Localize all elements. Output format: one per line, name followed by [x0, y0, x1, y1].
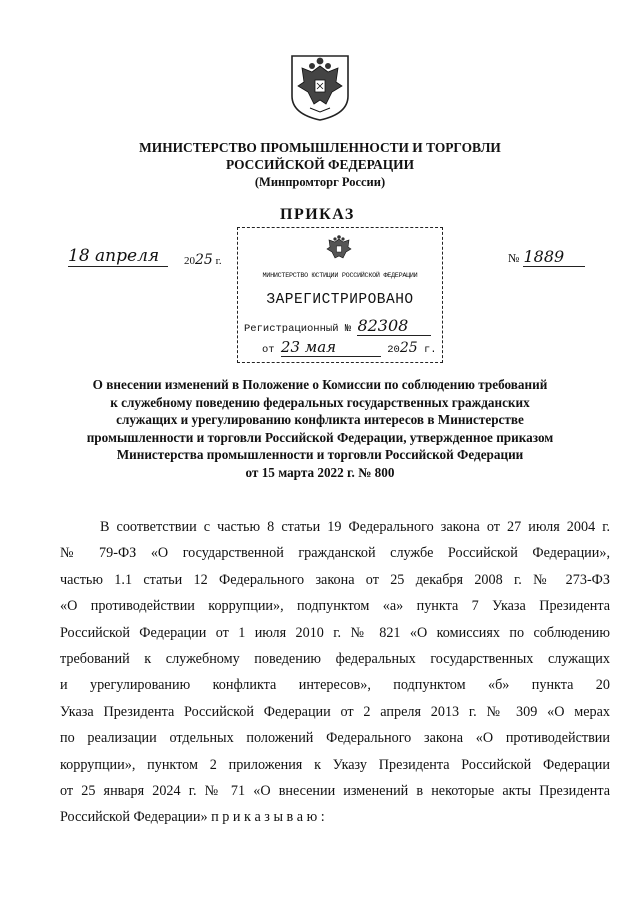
- order-title: ПРИКАЗ: [280, 206, 355, 223]
- order-year-prefix: 20: [184, 255, 195, 267]
- stamp-emblem-icon: [324, 234, 354, 266]
- heading-line: от 15 марта 2022 г. № 800: [245, 464, 395, 480]
- heading-line: промышленности и торговли Российской Федерации, утвержденное приказом: [86, 429, 554, 445]
- body-line: от 25 января 2024 г. № 71 «О внесении изменений в некоторые акты Президента: [60, 783, 610, 800]
- order-number: [508, 247, 585, 267]
- heading-line: Министерства промышленности и торговли Российской Федерации: [116, 447, 524, 463]
- body-line: требований к служебному поведению федеральных государственных служащих: [60, 651, 610, 668]
- ministry-name-line2: РОССИЙСКОЙ ФЕДЕРАЦИИ: [225, 157, 415, 172]
- order-year: [184, 252, 222, 268]
- body-line: коррупции», пунктом 2 приложения к Указу Президента Российской Федерации: [60, 756, 610, 773]
- body-line: Указа Президента Российской Федерации от 2 апреля 2013 г. № 309 «О мерах: [60, 703, 610, 720]
- heading-line: О внесении изменений в Положение о Комиссии по соблюдению требований: [92, 377, 548, 392]
- body-line: № 79-ФЗ «О государственной гражданской службе Российской Федерации»,: [60, 545, 610, 562]
- stamp-date-value: 23 мая: [281, 338, 381, 357]
- order-number-label: №: [508, 251, 520, 265]
- document-heading: [0, 376, 640, 482]
- stamp-reg-number: 82308: [357, 316, 431, 336]
- stamp-header: МИНИСТЕРСТВО ЮСТИЦИИ РОССИЙСКОЙ ФЕДЕРАЦИИ: [262, 272, 418, 280]
- body-line: Российской Федерации» п р и к а з ы в а ю :: [60, 809, 325, 826]
- stamp-date-prefix: от: [262, 344, 275, 356]
- order-number-value: 1889: [523, 247, 585, 267]
- heading-line: к служебному поведению федеральных государственных гражданских: [110, 394, 530, 410]
- body-line: по реализации отдельных положений Федерального закона «О противодействии: [60, 730, 610, 747]
- body-line: Российской Федерации от 1 июля 2010 г. № 821 «О комиссиях по соблюдению: [60, 624, 610, 641]
- ministry-short-name: (Минпромторг России): [254, 175, 386, 189]
- order-year-handwritten: 25: [195, 252, 213, 268]
- ministry-name-line1: МИНИСТЕРСТВО ПРОМЫШЛЕННОСТИ И ТОРГОВЛИ: [139, 140, 501, 155]
- russian-coat-of-arms-icon: [288, 52, 352, 122]
- body-line: и урегулированию конфликта интересов», подпунктом «б» пункта 20: [60, 677, 610, 694]
- stamp-reg-label: Регистрационный №: [244, 323, 352, 335]
- order-date: 18 апреля: [68, 246, 168, 267]
- stamp-date-line: [262, 338, 437, 357]
- stamp-year-prefix: 20: [387, 344, 400, 356]
- body-line: «О противодействии коррупции», подпунктом «а» пункта 7 Указа Президента: [60, 598, 610, 615]
- body-line: В соответствии с частью 8 статьи 19 Федерального закона от 27 июля 2004 г.: [100, 519, 610, 535]
- stamp-registered: ЗАРЕГИСТРИРОВАНО: [266, 292, 414, 308]
- stamp-year-value: 25: [399, 340, 418, 356]
- stamp-reg-line: [244, 316, 431, 336]
- document-body: [60, 514, 610, 831]
- order-year-suffix: г.: [215, 255, 222, 267]
- heading-line: служащих и урегулированию конфликта интересов в Министерстве: [116, 412, 524, 428]
- stamp-year-suffix: г.: [423, 344, 437, 356]
- body-line: частью 1.1 статьи 12 Федерального закона от 25 декабря 2008 г. № 273-ФЗ: [60, 571, 610, 588]
- registration-stamp: [237, 227, 443, 363]
